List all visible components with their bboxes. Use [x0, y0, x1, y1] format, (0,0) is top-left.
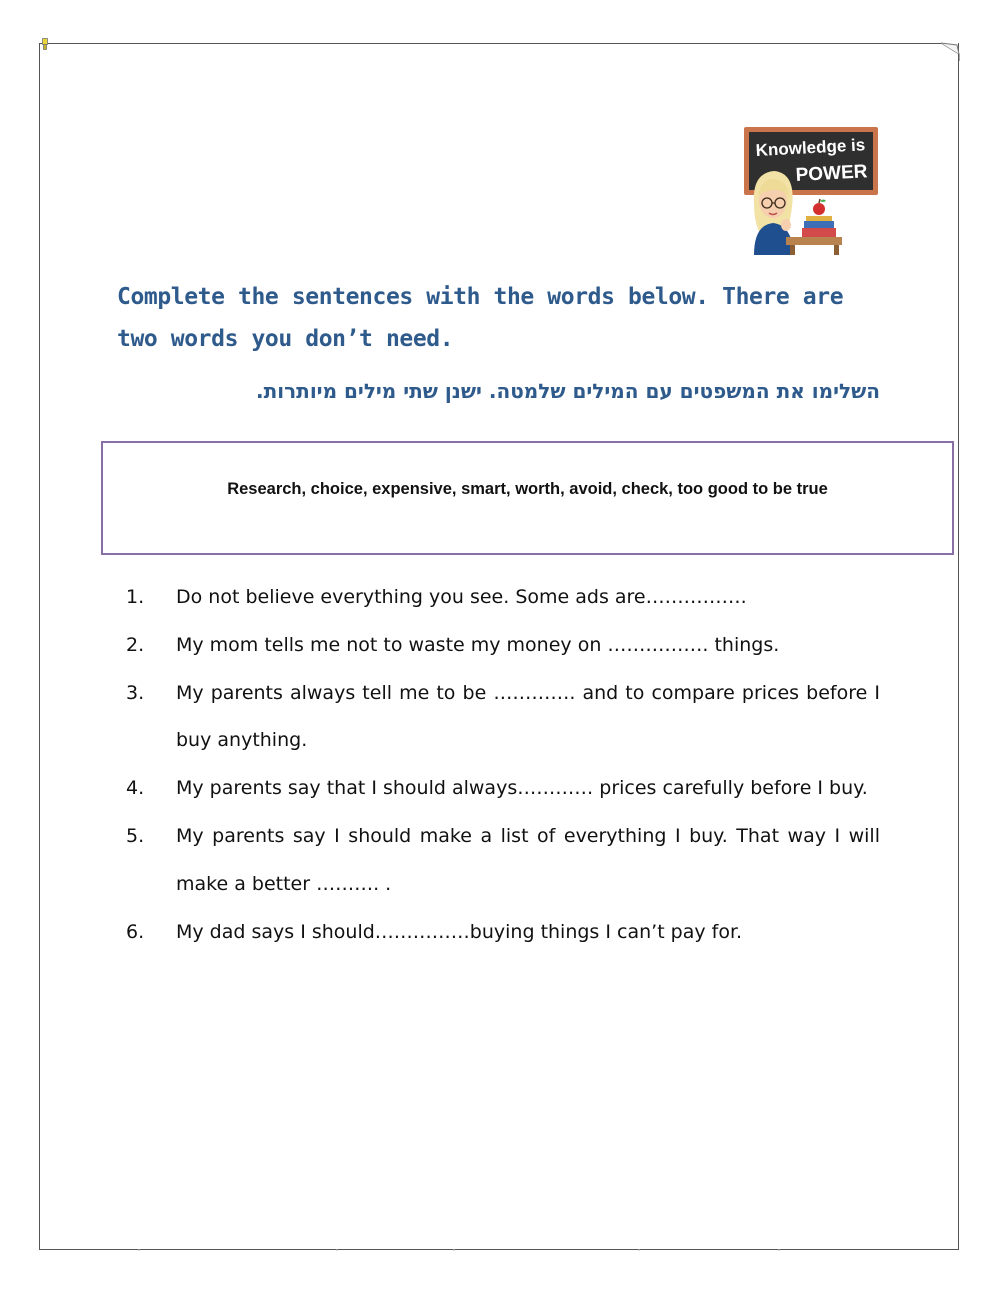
- sentence-item-1: [118, 574, 880, 622]
- sentence-text: My dad says I should……………buying things I can’t pay for.: [176, 920, 743, 943]
- sentence-number: 2.: [126, 633, 145, 656]
- sentence-list: [118, 574, 880, 956]
- teacher-bitmoji-illustration: [742, 125, 882, 255]
- sentence-text: My mom tells me not to waste my money on ……………. things.: [176, 633, 780, 656]
- page-top-border: [39, 43, 941, 44]
- sentence-item-5: [118, 813, 880, 909]
- sentence-item-3: [118, 670, 880, 766]
- sentence-text: My parents say that I should always………… prices carefully before I buy.: [176, 777, 868, 800]
- sentence-number: 5.: [126, 824, 145, 847]
- sentence-number: 4.: [126, 777, 145, 800]
- sentence-item-4: [118, 765, 880, 813]
- folded-corner-icon: [940, 41, 960, 61]
- sentence-text: My parents say I should make a list of everything I buy. That way I will make a better ………. .: [176, 824, 880, 895]
- instructions-hebrew: השלימו את המשפטים עם המילים שלמטה. ישנן שתי מילים מיותרות.: [255, 379, 880, 403]
- bottom-border-segments: [39, 1249, 959, 1251]
- sentence-item-6: [118, 909, 880, 957]
- sentence-number: 3.: [126, 681, 145, 704]
- sentence-text: My parents always tell me to be …………. and to compare prices before I buy anything.: [176, 681, 880, 752]
- badge-text-line1: Knowledge is: [755, 135, 866, 160]
- badge-text-line2: POWER: [795, 161, 868, 186]
- word-bank-text: Research, choice, expensive, smart, worth, avoid, check, too good to be true: [227, 480, 828, 498]
- sentence-text: Do not believe everything you see. Some ads are…………….: [176, 586, 747, 608]
- anchor-marker-icon: [41, 38, 49, 50]
- instructions-english: Complete the sentences with the words below. There are two words you don’t need.: [117, 284, 844, 352]
- sentence-number: 1.: [126, 586, 145, 608]
- sentence-number: 6.: [126, 920, 145, 943]
- word-bank-box: [101, 441, 954, 555]
- sentence-item-2: [118, 622, 880, 670]
